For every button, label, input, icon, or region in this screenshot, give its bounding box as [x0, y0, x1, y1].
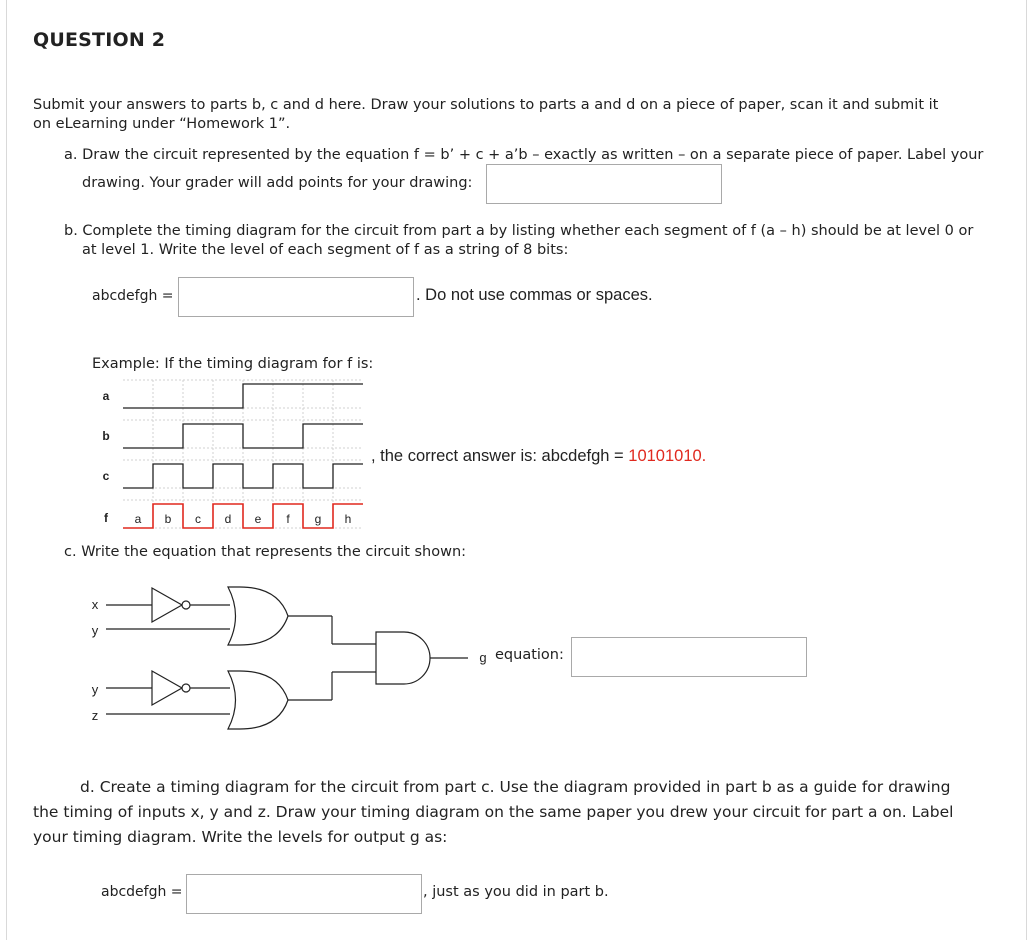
waveform-f: [123, 504, 363, 528]
or-gate-bottom: [228, 671, 288, 729]
part-d-line-3: your timing diagram. Write the levels for output g as:: [33, 828, 448, 846]
segment-label-c: c: [195, 512, 201, 526]
signal-label-b: b: [102, 429, 110, 443]
and-gate: [376, 632, 430, 684]
question-title: QUESTION 2: [33, 29, 166, 51]
output-label-g: g: [479, 650, 487, 665]
not-gate-top: [152, 588, 182, 622]
part-c-equation-input[interactable]: [571, 637, 807, 677]
part-b-line-2: at level 1. Write the level of each segment of f as a string of 8 bits:: [82, 242, 569, 258]
or-gate-top: [228, 587, 288, 645]
segment-label-e: e: [254, 512, 262, 526]
example-timing-diagram: [88, 376, 378, 536]
input-label-y1: y: [91, 623, 99, 638]
equation-label: equation:: [495, 647, 564, 663]
example-answer-text: , the correct answer is: abcdefgh =: [371, 447, 629, 465]
segment-label-a: a: [134, 512, 142, 526]
segment-label-b: b: [164, 512, 172, 526]
part-d-answer-input[interactable]: [186, 874, 422, 914]
part-d-line-1: d. Create a timing diagram for the circuit from part c. Use the diagram provided in part b as a guide for drawing: [80, 778, 951, 796]
intro-line-1: Submit your answers to parts b, c and d here. Draw your solutions to parts a and d on a piece of paper, scan it and submit it: [33, 97, 939, 113]
input-label-x: x: [91, 597, 99, 612]
part-d-line-2: the timing of inputs x, y and z. Draw your timing diagram on the same paper you drew your circuit for part a on. Label: [33, 803, 954, 821]
input-label-z: z: [91, 708, 99, 723]
not-gate-bottom: [152, 671, 182, 705]
part-a-line-1: a. Draw the circuit represented by the equation f = b’ + c + a’b – exactly as written – on a separate piece of paper. Label your: [64, 147, 984, 163]
intro-line-2: on eLearning under “Homework 1”.: [33, 116, 291, 132]
part-b-answer-label: abcdefgh =: [92, 288, 174, 304]
waveform-a: [123, 384, 363, 408]
example-answer-value: 10101010.: [628, 447, 707, 465]
part-b-note: . Do not use commas or spaces.: [416, 286, 653, 304]
part-d-answer-label: abcdefgh =: [101, 884, 183, 900]
part-d-note: , just as you did in part b.: [423, 884, 609, 900]
waveform-c: [123, 464, 363, 488]
part-a-answer-input[interactable]: [486, 164, 722, 204]
not-gate-top-bubble: [182, 601, 190, 609]
part-a-line-2: drawing. Your grader will add points for your drawing:: [82, 175, 473, 191]
segment-label-d: d: [224, 512, 232, 526]
example-intro: Example: If the timing diagram for f is:: [92, 356, 374, 372]
part-c-text: c. Write the equation that represents the circuit shown:: [64, 544, 467, 560]
signal-label-f: f: [104, 511, 108, 525]
segment-label-g: g: [314, 512, 322, 526]
signal-label-a: a: [102, 389, 110, 403]
not-gate-bottom-bubble: [182, 684, 190, 692]
part-b-answer-input[interactable]: [178, 277, 414, 317]
example-answer: [371, 447, 706, 466]
logic-circuit: [80, 580, 500, 730]
signal-label-c: c: [102, 469, 110, 483]
input-label-y2: y: [91, 682, 99, 697]
segment-label-h: h: [344, 512, 352, 526]
part-b-line-1: b. Complete the timing diagram for the circuit from part a by listing whether each segment of f (a – h) should be at level 0 or: [64, 223, 974, 239]
waveform-b: [123, 424, 363, 448]
segment-label-f: f: [286, 512, 290, 526]
